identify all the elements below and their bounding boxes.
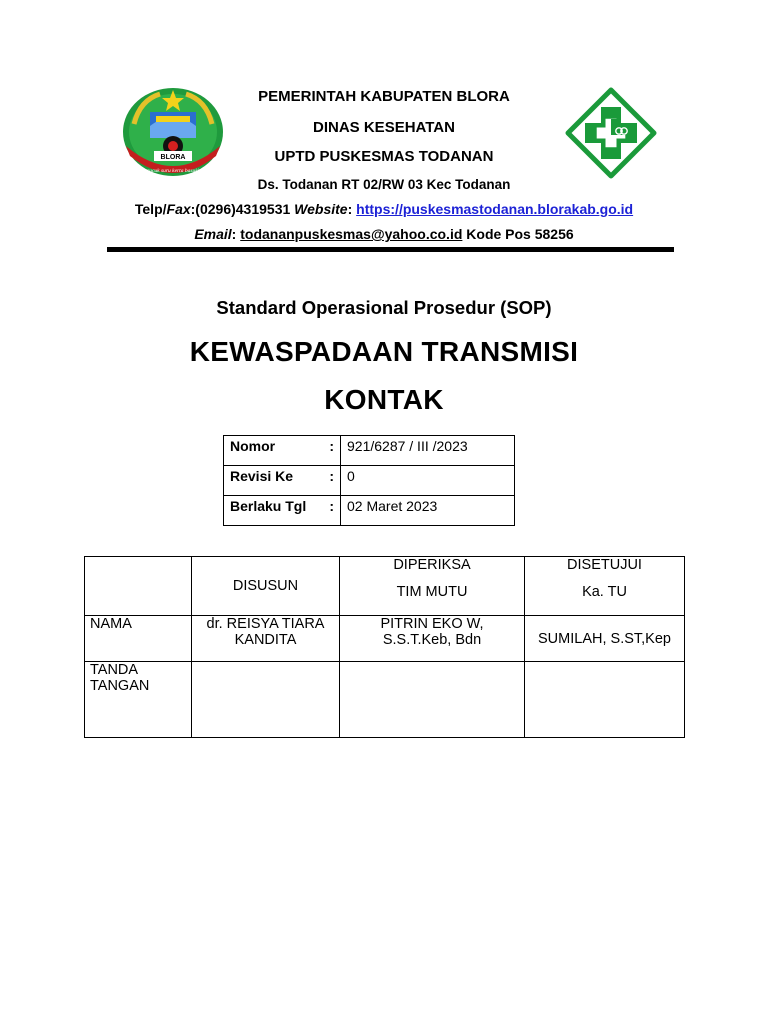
sop-subtitle: Standard Operasional Prosedur (SOP) — [216, 297, 552, 318]
nama-disusun: dr. REISYA TIARA KANDITA — [192, 616, 340, 662]
header-address: Ds. Todanan RT 02/RW 03 Kec Todanan — [257, 177, 511, 192]
disetujui-label: DISETUJUI — [567, 557, 642, 573]
meta-key: Nomor — [230, 438, 276, 454]
signature-box-diperiksa[interactable] — [340, 662, 525, 738]
emblem-blora-text: BLORA — [160, 154, 186, 161]
document-title-line2: KONTAK — [324, 384, 444, 415]
diperiksa-label: DIPERIKSA — [393, 557, 471, 573]
meta-key: Berlaku Tgl — [230, 498, 307, 514]
tanda-tangan-row — [85, 662, 685, 738]
meta-row-berlaku — [224, 496, 515, 526]
meta-colon: : — [329, 468, 334, 484]
tanda-tangan-label: TANDA TANGAN — [85, 662, 192, 738]
nama-disetujui: SUMILAH, S.ST,Kep — [525, 616, 685, 662]
disetujui-header — [525, 557, 685, 616]
email-address[interactable]: todananpuskesmas@yahoo.co.id — [240, 226, 463, 242]
disetujui-sub-label: Ka. TU — [582, 584, 627, 600]
header-contact-line — [0, 201, 768, 217]
disusun-header: DISUSUN — [192, 557, 340, 616]
meta-colon: : — [329, 438, 334, 454]
meta-value: 02 Maret 2023 — [341, 496, 515, 526]
website-label: Website — [294, 201, 348, 217]
meta-key: Revisi Ke — [230, 468, 294, 484]
document-meta-table — [223, 435, 515, 526]
nama-diperiksa: PITRIN EKO W, S.S.T.Keb, Bdn — [340, 616, 525, 662]
header-government: PEMERINTAH KABUPATEN BLORA — [258, 88, 510, 105]
nama-row — [85, 616, 685, 662]
nama-label: NAMA — [85, 616, 192, 662]
meta-colon: : — [329, 498, 334, 514]
signature-box-disusun[interactable] — [192, 662, 340, 738]
meta-row-revisi — [224, 466, 515, 496]
website-colon: : — [347, 201, 357, 217]
fax-label: Fax — [166, 201, 191, 217]
diperiksa-sub-label: TIM MUTU — [396, 584, 468, 600]
header-divider — [107, 247, 674, 252]
meta-row-nomor — [224, 436, 515, 466]
signature-box-disetujui[interactable] — [525, 662, 685, 738]
signature-header-row — [85, 557, 685, 616]
header-email-line — [0, 226, 768, 242]
meta-value: 0 — [341, 466, 515, 496]
telp-label: Telp/ — [134, 201, 167, 217]
blank-corner-cell — [85, 557, 192, 616]
meta-value: 921/6287 / III /2023 — [341, 436, 515, 466]
document-title-line1: KEWASPADAAN TRANSMISI — [189, 336, 579, 367]
postal-code: Kode Pos 58256 — [462, 226, 574, 242]
email-colon: : — [231, 226, 241, 242]
phone-number: :(0296)4319531 — [190, 201, 295, 217]
email-label: Email — [194, 226, 232, 242]
diperiksa-header — [340, 557, 525, 616]
emblem-motto-text: cucuk suru kerta basuki — [146, 168, 200, 174]
website-link[interactable]: https://puskesmastodanan.blorakab.go.id — [356, 201, 634, 217]
header-department: DINAS KESEHATAN — [313, 119, 455, 136]
header-unit: UPTD PUSKESMAS TODANAN — [274, 148, 494, 165]
signature-table — [84, 556, 685, 738]
